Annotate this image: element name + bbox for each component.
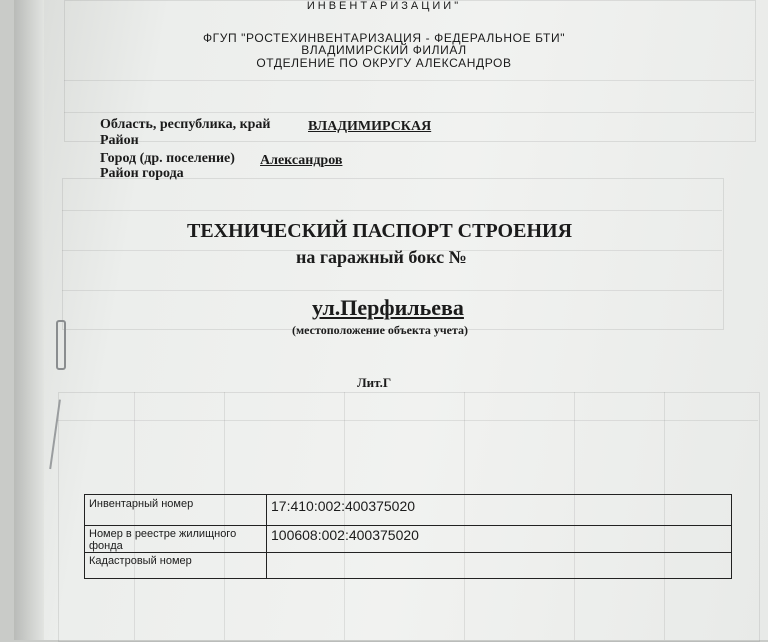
document-subtitle: на гаражный бокс № xyxy=(296,247,467,267)
cadastral-number-label: Кадастровый номер xyxy=(85,553,267,579)
showthrough-line xyxy=(62,290,722,291)
org-line-1: ФГУП "РОСТЕХИНВЕНТАРИЗАЦИЯ - ФЕДЕРАЛЬНОЕ БТИ" xyxy=(202,31,566,45)
header-top-line: ИНВЕНТАРИЗАЦИИ" xyxy=(306,0,462,12)
region-label: Область, республика, край xyxy=(100,117,271,132)
cadastral-number-value xyxy=(267,553,732,579)
table-row xyxy=(85,553,732,579)
ids-table xyxy=(84,494,732,579)
table-row xyxy=(85,495,732,526)
inventory-number-label: Инвентарный номер xyxy=(85,495,267,526)
org-line-3: ОТДЕЛЕНИЕ ПО ОКРУГУ АЛЕКСАНДРОВ xyxy=(256,56,512,70)
registry-number-label: Номер в реестре жилищного фонда xyxy=(85,526,267,553)
city-label: Город (др. поселение) xyxy=(100,151,235,166)
page-edge-shadow xyxy=(14,0,44,640)
city-value: Александров xyxy=(260,153,343,168)
showthrough-line xyxy=(62,210,722,211)
document-title: ТЕХНИЧЕСКИЙ ПАСПОРТ СТРОЕНИЯ xyxy=(187,220,573,242)
table-row xyxy=(85,526,732,553)
street-note: (местоположение объекта учета) xyxy=(292,323,469,337)
showthrough-line xyxy=(64,80,754,81)
inventory-number-value: 17:410:002:400375020 xyxy=(267,495,732,526)
city-district-label: Район города xyxy=(100,166,184,181)
org-line-2: ВЛАДИМИРСКИЙ ФИЛИАЛ xyxy=(301,43,467,57)
registry-number-value: 100608:002:400375020 xyxy=(267,526,732,553)
street-name: ул.Перфильева xyxy=(312,295,464,320)
showthrough-line xyxy=(58,420,758,421)
showthrough-line xyxy=(64,112,754,113)
lit-label: Лит.Г xyxy=(357,375,392,390)
staple-clip xyxy=(56,320,66,370)
region-value: ВЛАДИМИРСКАЯ xyxy=(308,119,432,134)
district-label: Район xyxy=(100,133,139,148)
